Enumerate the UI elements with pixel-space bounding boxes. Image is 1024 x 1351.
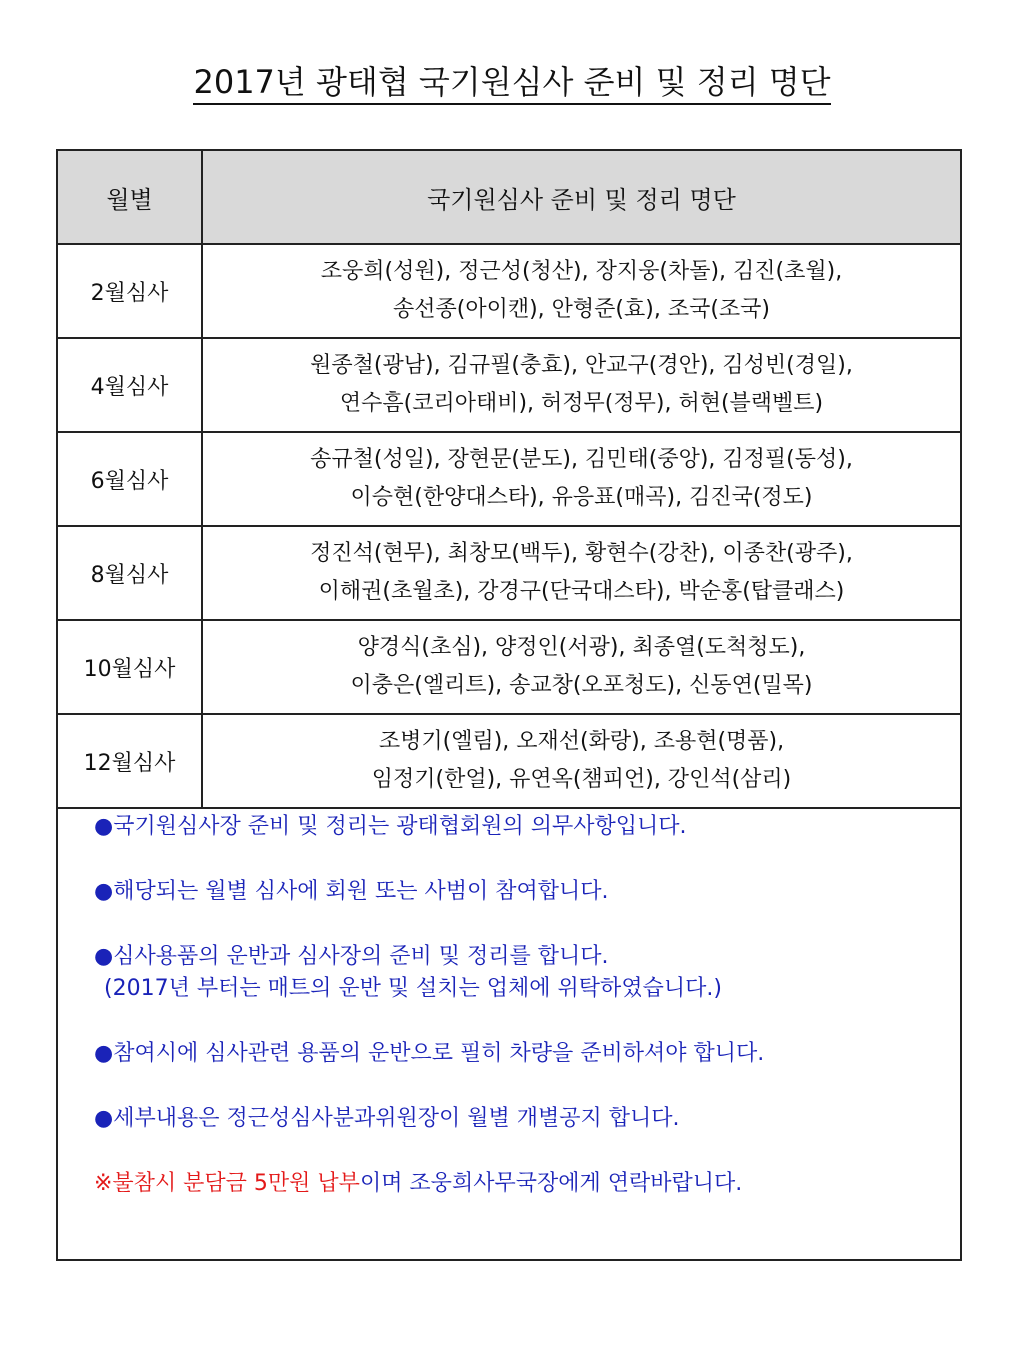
- month-cell: 8월심사: [58, 526, 202, 620]
- members-cell: [202, 338, 960, 432]
- note-item: [94, 811, 960, 843]
- members-line: 정진석(현무), 최창모(백두), 황현수(강찬), 이종찬(광주),: [310, 541, 853, 566]
- warning-red-text: ※불참시 분담금 5만원 납부: [94, 1171, 360, 1196]
- bullet-icon: ●: [94, 814, 114, 839]
- table-row: [58, 526, 960, 620]
- header-month: 월별: [58, 151, 202, 244]
- table-row: [58, 620, 960, 714]
- roster-sheet: [56, 149, 962, 1261]
- note-text: 참여시에 심사관련 용품의 운반으로 필히 차량을 준비하셔야 합니다.: [113, 1041, 765, 1066]
- page-title-text: 2017년 광태협 국기원심사 준비 및 정리 명단: [193, 63, 830, 105]
- members-line: 이충은(엘리트), 송교창(오포청도), 신동연(밀목): [350, 673, 813, 698]
- note-text: 세부내용은 정근성심사분과위원장이 월별 개별공지 합니다.: [113, 1106, 680, 1131]
- note-text: 심사용품의 운반과 심사장의 준비 및 정리를 합니다.: [113, 944, 609, 969]
- table-row: [58, 432, 960, 526]
- table-header-row: [58, 151, 960, 244]
- bullet-icon: ●: [94, 879, 114, 904]
- members-line: 송규철(성일), 장현문(분도), 김민태(중앙), 김정필(동성),: [310, 447, 853, 472]
- month-cell: 12월심사: [58, 714, 202, 808]
- members-line: 이해권(초월초), 강경구(단국대스타), 박순홍(탑클래스): [318, 579, 845, 604]
- warning-note: [94, 1168, 960, 1200]
- members-cell: [202, 714, 960, 808]
- note-subtext: (2017년 부터는 매트의 운반 및 설치는 업체에 위탁하였습니다.): [104, 976, 722, 1001]
- note-item: [94, 1038, 960, 1070]
- bullet-icon: ●: [94, 1041, 114, 1066]
- members-line: 이승현(한양대스타), 유응표(매곡), 김진국(정도): [350, 485, 813, 510]
- table-row: [58, 338, 960, 432]
- bullet-icon: ●: [94, 1106, 114, 1131]
- table-row: [58, 714, 960, 808]
- note-item: [94, 876, 960, 908]
- members-line: 조병기(엘림), 오재선(화랑), 조용현(명품),: [378, 729, 785, 754]
- members-line: 조웅희(성원), 정근성(청산), 장지웅(차돌), 김진(초월),: [320, 259, 843, 284]
- month-cell: 10월심사: [58, 620, 202, 714]
- note-text: 국기원심사장 준비 및 정리는 광태협회원의 의무사항입니다.: [113, 814, 687, 839]
- members-cell: [202, 432, 960, 526]
- note-item: [94, 1103, 960, 1135]
- month-cell: 6월심사: [58, 432, 202, 526]
- members-line: 송선종(아이캔), 안형준(효), 조국(조국): [393, 297, 770, 322]
- members-cell: [202, 620, 960, 714]
- table-row: [58, 244, 960, 338]
- roster-table: [58, 151, 960, 809]
- members-line: 양경식(초심), 양정인(서광), 최종열(도척청도),: [357, 635, 806, 660]
- warning-blue-text: 이며 조웅희사무국장에게 연락바랍니다.: [359, 1171, 743, 1196]
- members-line: 임정기(한얼), 유연옥(챔피언), 강인석(삼리): [371, 767, 792, 792]
- members-line: 연수흠(코리아태비), 허정무(정무), 허현(블랙벨트): [339, 391, 824, 416]
- notes-section: [58, 811, 960, 1233]
- bullet-icon: ●: [94, 944, 114, 969]
- members-cell: [202, 244, 960, 338]
- note-text: 해당되는 월별 심사에 회원 또는 사범이 참여합니다.: [113, 879, 609, 904]
- month-cell: 4월심사: [58, 338, 202, 432]
- note-item: [94, 941, 960, 1005]
- page-title: [0, 60, 1024, 104]
- members-cell: [202, 526, 960, 620]
- members-line: 원종철(광남), 김규필(충효), 안교구(경안), 김성빈(경일),: [310, 353, 853, 378]
- header-roster: 국기원심사 준비 및 정리 명단: [202, 151, 960, 244]
- month-cell: 2월심사: [58, 244, 202, 338]
